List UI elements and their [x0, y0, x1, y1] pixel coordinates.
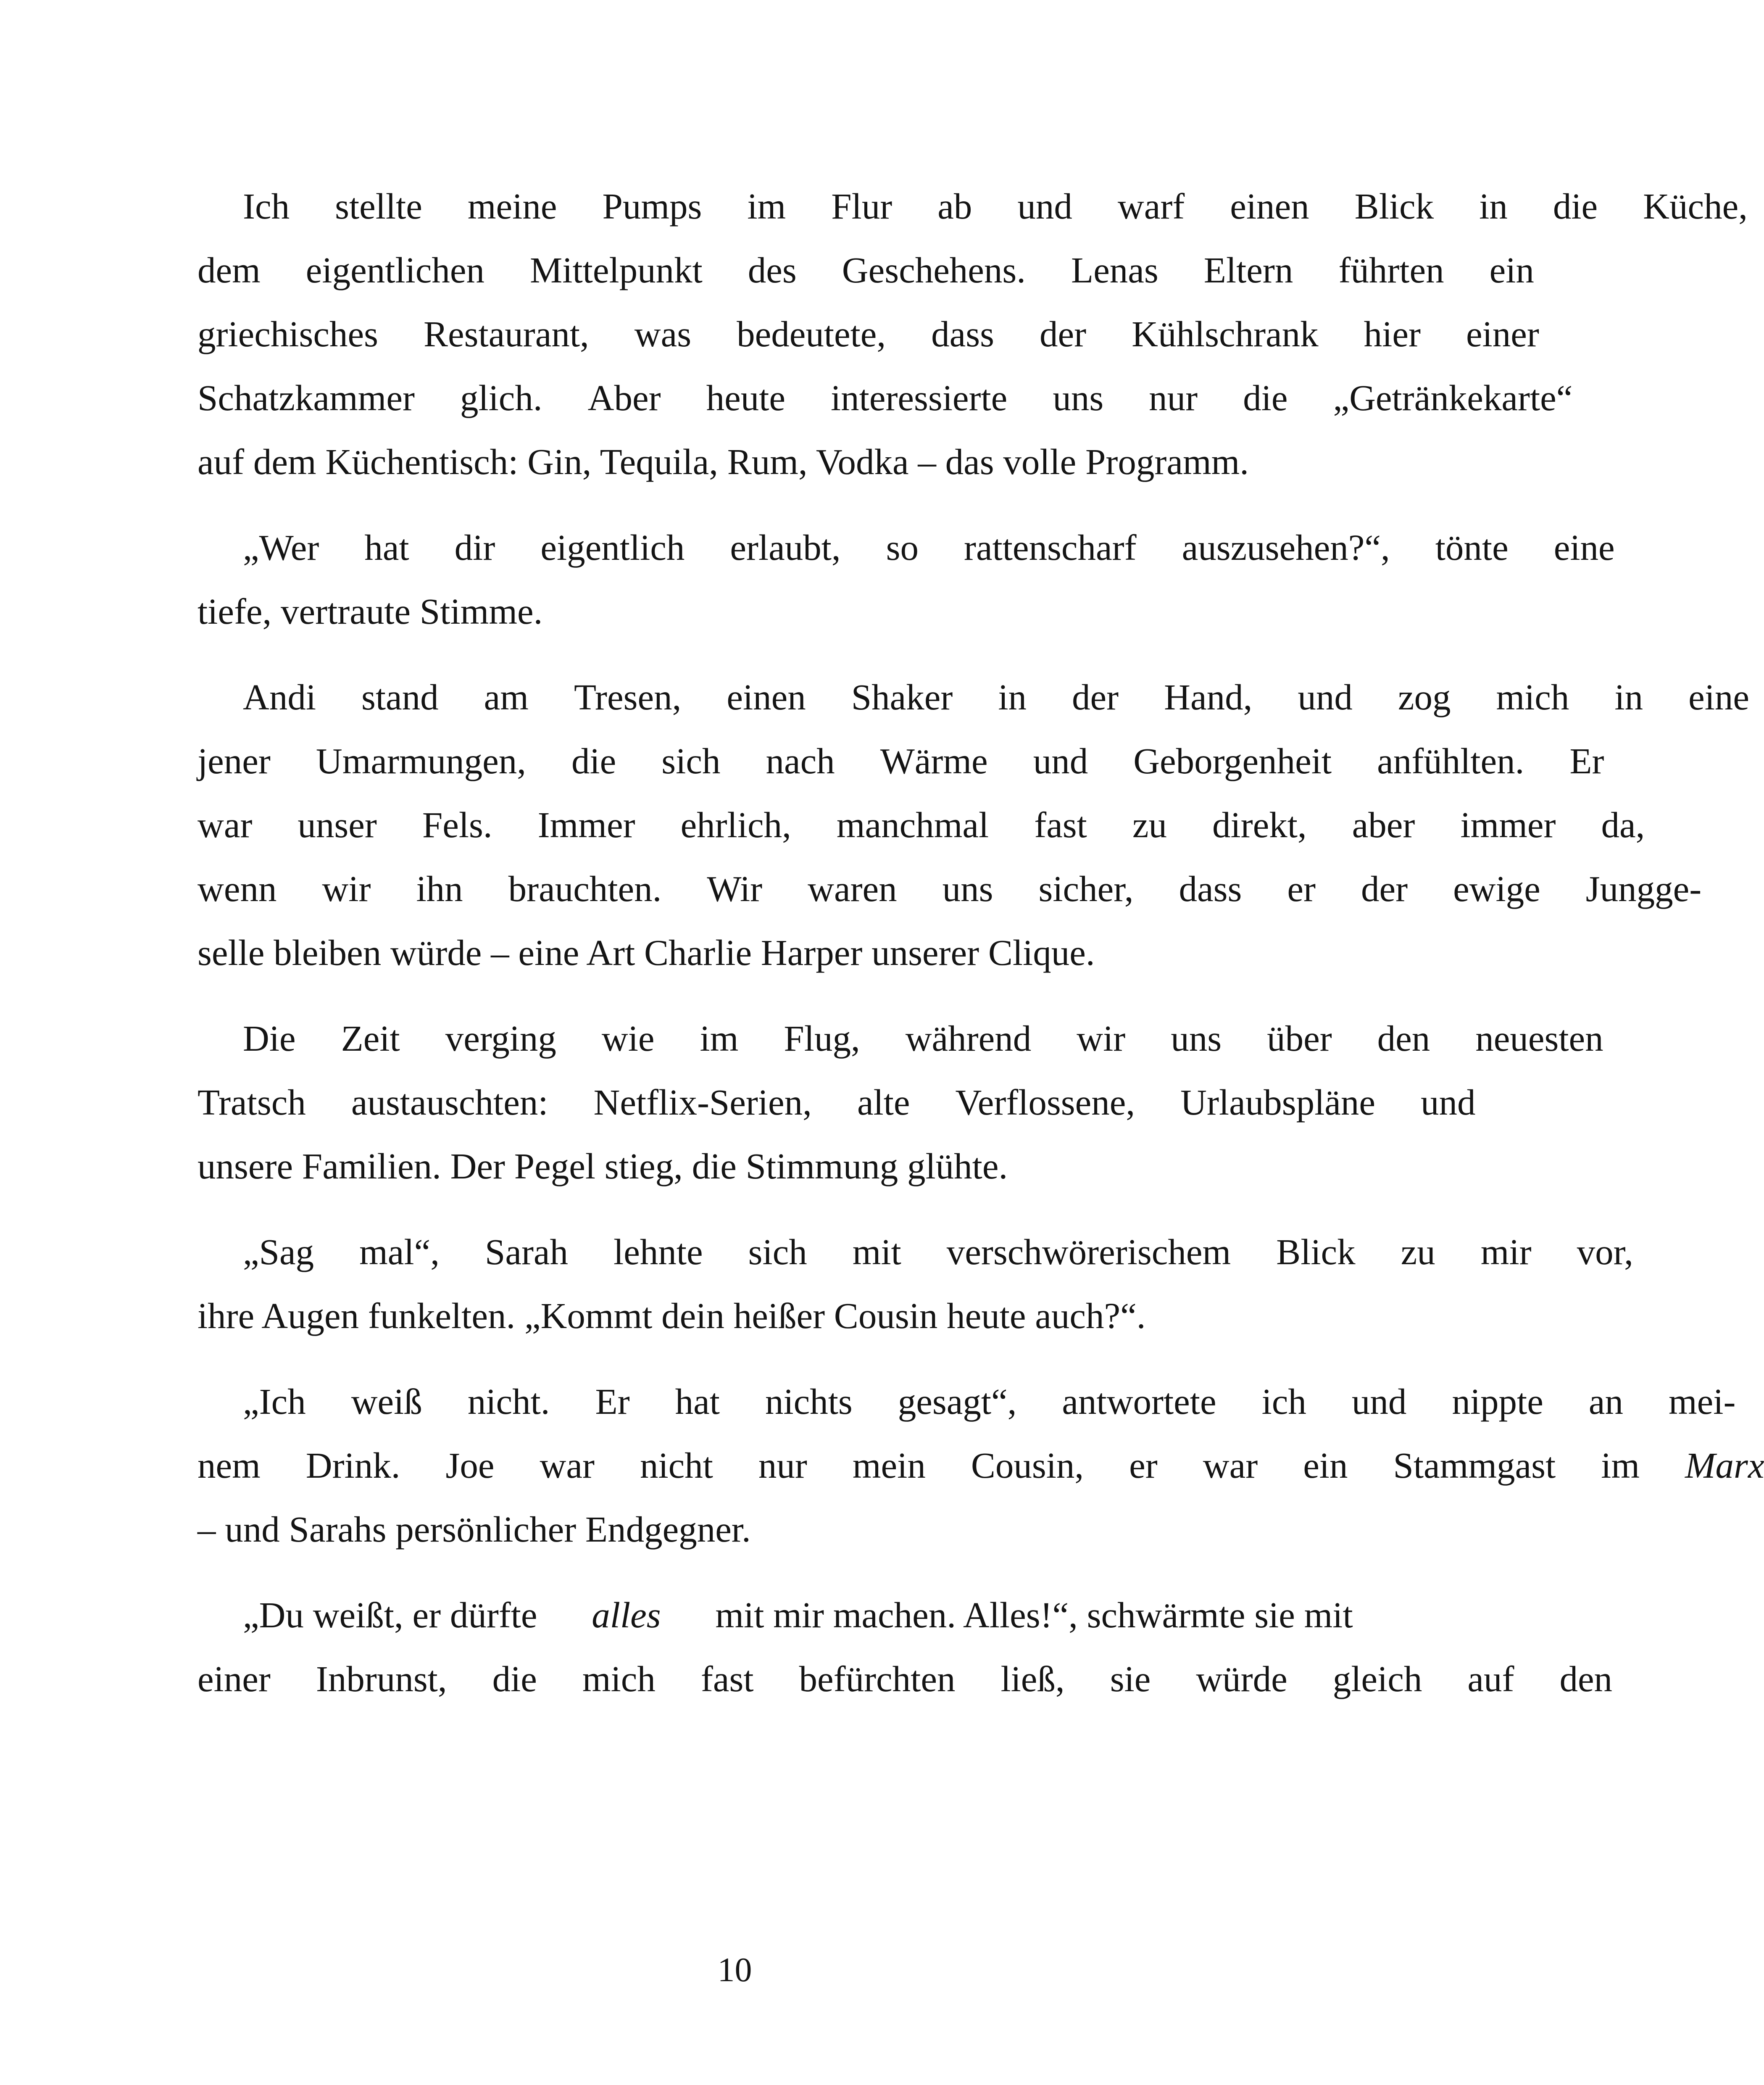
word: interessierte: [831, 377, 1008, 418]
word: nach: [766, 741, 835, 781]
word: führten: [1338, 250, 1444, 290]
word: sich: [661, 741, 721, 781]
word: Hand,: [1164, 677, 1253, 717]
word: einen: [1230, 186, 1309, 227]
word: heute: [706, 377, 785, 418]
word: nichts: [765, 1381, 853, 1422]
word: nicht: [640, 1445, 713, 1486]
word: aber: [1352, 804, 1415, 845]
word: auszusehen?“,: [1182, 527, 1390, 568]
word: „Ich: [243, 1381, 306, 1422]
word: am: [484, 677, 529, 717]
word: dir: [454, 527, 495, 568]
text-line: [152, 665, 1749, 729]
word: uns: [1171, 1018, 1222, 1059]
text-line: [152, 1370, 1736, 1434]
word: hier: [1364, 314, 1421, 354]
word: Kühlschrank: [1132, 314, 1319, 354]
word: waren: [808, 868, 897, 909]
word: Wärme: [880, 741, 988, 781]
text-line: selle bleiben würde – eine Art Charlie Harper unserer Clique.: [197, 932, 1095, 973]
word: alte: [857, 1082, 910, 1123]
word: uns: [1053, 377, 1104, 418]
text-line: ihre Augen funkelten. „Kommt dein heißer Cousin heute auch?“.: [197, 1295, 1146, 1336]
word: im: [700, 1018, 739, 1059]
word: Zeit: [341, 1018, 400, 1059]
text-line: [152, 793, 1645, 857]
word: Eltern: [1203, 250, 1293, 290]
word: Flug,: [784, 1018, 860, 1059]
word: eigentlich: [540, 527, 685, 568]
word: weiß: [351, 1381, 422, 1422]
word: fast: [700, 1658, 754, 1699]
word: die: [571, 741, 616, 781]
text-line: auf dem Küchentisch: Gin, Tequila, Rum, Vodka – das volle Programm.: [197, 441, 1249, 482]
word: den: [1377, 1018, 1430, 1059]
word: eine: [1688, 677, 1749, 717]
word: Jungge-: [1585, 868, 1702, 909]
word: wie: [601, 1018, 655, 1059]
word: Er: [595, 1381, 630, 1422]
paragraph: [152, 1370, 1764, 1561]
word: die: [1553, 186, 1598, 227]
word: Blick: [1354, 186, 1434, 227]
word: an: [1588, 1381, 1623, 1422]
paragraph: [152, 1583, 1613, 1711]
word: zu: [1401, 1231, 1435, 1272]
word: Ich: [243, 186, 290, 227]
word: Blick: [1276, 1231, 1356, 1272]
word: „Wer: [243, 527, 319, 568]
word: den: [1559, 1658, 1613, 1699]
word: Pumps: [602, 186, 702, 227]
word: auf: [1467, 1658, 1514, 1699]
word: mit: [852, 1231, 901, 1272]
word: war: [540, 1445, 595, 1486]
word: vor,: [1577, 1231, 1633, 1272]
word: in: [1479, 186, 1508, 227]
text-line: [152, 1647, 1613, 1711]
word: ehrlich,: [680, 804, 791, 845]
text-line: [152, 1070, 1476, 1134]
paragraph: [152, 516, 1615, 643]
text-segment: mit mir machen. Alles!“, schwärmte sie mit: [706, 1595, 1353, 1635]
word: austauschten:: [351, 1082, 548, 1123]
word: wir: [1077, 1018, 1126, 1059]
word: mich: [582, 1658, 656, 1699]
word: Tratsch: [197, 1082, 306, 1123]
text-segment: „Du weißt, er dürfte: [243, 1595, 547, 1635]
word: Geborgenheit: [1133, 741, 1332, 781]
word: stand: [361, 677, 439, 717]
word: bedeutete,: [737, 314, 886, 354]
word: und: [1351, 1381, 1407, 1422]
text-line: [152, 729, 1604, 793]
word: eine: [1553, 527, 1615, 568]
text-line: tiefe, vertraute Stimme.: [197, 591, 543, 632]
word: ewige: [1453, 868, 1540, 909]
text-line: [152, 516, 1615, 580]
text-line: [152, 1583, 1353, 1647]
word: einer: [197, 1658, 271, 1699]
text-line: – und Sarahs persönlicher Endgegner.: [197, 1509, 751, 1550]
word: in: [998, 677, 1027, 717]
word: nem: [197, 1445, 261, 1486]
italic-word: alles: [592, 1595, 661, 1635]
word: Geschehens.: [842, 250, 1026, 290]
word: nur: [1149, 377, 1198, 418]
word: Schatzkammer: [197, 377, 415, 418]
word: verschwörerischem: [946, 1231, 1231, 1272]
text-line: [152, 174, 1748, 238]
word: griechisches: [197, 314, 378, 354]
word: nur: [758, 1445, 807, 1486]
word: er: [1129, 1445, 1158, 1486]
word: gleich: [1332, 1658, 1422, 1699]
word: mein: [852, 1445, 926, 1486]
text-line: [152, 1220, 1633, 1284]
word: was: [634, 314, 692, 354]
italic-word: Marx: [1685, 1445, 1764, 1486]
word: Lenas: [1071, 250, 1158, 290]
word: befürchten: [799, 1658, 956, 1699]
word: würde: [1196, 1658, 1287, 1699]
word: mir: [1480, 1231, 1532, 1272]
word: Stammgast: [1393, 1445, 1556, 1486]
word: im: [747, 186, 786, 227]
word: verging: [445, 1018, 556, 1059]
text-line: [152, 302, 1539, 366]
word: Shaker: [851, 677, 953, 717]
word: Immer: [537, 804, 635, 845]
paragraph: [152, 1220, 1633, 1348]
word: über: [1267, 1018, 1332, 1059]
word: mal“,: [359, 1231, 440, 1272]
word: war: [197, 804, 253, 845]
word: der: [1040, 314, 1087, 354]
word: ließ,: [1000, 1658, 1065, 1699]
word: eigentlichen: [305, 250, 484, 290]
word: ein: [1303, 1445, 1348, 1486]
text-line: unsere Familien. Der Pegel stieg, die Stimmung glühte.: [197, 1146, 1008, 1186]
word: ihn: [416, 868, 463, 909]
word: Verflossene,: [955, 1082, 1135, 1123]
word: und: [1033, 741, 1088, 781]
word: warf: [1117, 186, 1185, 227]
word: einen: [727, 677, 806, 717]
word: uns: [942, 868, 993, 909]
word: des: [748, 250, 797, 290]
text-line: [152, 1434, 1764, 1497]
word: sicher,: [1038, 868, 1134, 909]
word: Andi: [243, 677, 316, 717]
word: Mittelpunkt: [529, 250, 703, 290]
word: immer: [1460, 804, 1556, 845]
word: stellte: [335, 186, 422, 227]
word: die: [492, 1658, 537, 1699]
body-text: [152, 174, 1764, 1733]
word: Wir: [707, 868, 763, 909]
word: sich: [748, 1231, 807, 1272]
word: „Sag: [243, 1231, 314, 1272]
word: direkt,: [1212, 804, 1307, 845]
word: Restaurant,: [424, 314, 589, 354]
word: antwortete: [1062, 1381, 1216, 1422]
word: ich: [1261, 1381, 1306, 1422]
word: glich.: [460, 377, 542, 418]
word: dem: [197, 250, 261, 290]
word: dass: [931, 314, 995, 354]
text-line: [152, 238, 1534, 302]
word: fast: [1034, 804, 1087, 845]
text-line: [152, 366, 1573, 430]
word: rattenscharf: [964, 527, 1137, 568]
word: mei-: [1668, 1381, 1736, 1422]
word: dass: [1179, 868, 1242, 909]
word: die: [1243, 377, 1288, 418]
word: jener: [197, 741, 271, 781]
page-number: 10: [717, 1951, 752, 1989]
word: war: [1203, 1445, 1258, 1486]
word: wenn: [197, 868, 277, 909]
paragraph: [152, 1007, 1603, 1198]
word: ab: [937, 186, 972, 227]
word: anfühlten.: [1377, 741, 1524, 781]
word: nicht.: [467, 1381, 550, 1422]
word: Netflix-Serien,: [593, 1082, 812, 1123]
word: in: [1614, 677, 1643, 717]
word: Sarah: [484, 1231, 569, 1272]
word: „Getränkekarte“: [1333, 377, 1573, 418]
word: Fels.: [422, 804, 492, 845]
word: Urlaubspläne: [1180, 1082, 1375, 1123]
text-line: [152, 857, 1702, 921]
word: unser: [298, 804, 377, 845]
word: ein: [1489, 250, 1534, 290]
word: Tresen,: [574, 677, 682, 717]
word: im: [1601, 1445, 1640, 1486]
word: hat: [675, 1381, 720, 1422]
word: Aber: [587, 377, 661, 418]
word: brauchten.: [508, 868, 662, 909]
paragraph: [152, 174, 1748, 494]
word: während: [905, 1018, 1032, 1059]
word: sie: [1110, 1658, 1151, 1699]
word: Umarmungen,: [316, 741, 526, 781]
word: er: [1287, 868, 1316, 909]
word: erlaubt,: [730, 527, 841, 568]
word: einer: [1466, 314, 1539, 354]
text-line: [152, 1007, 1603, 1070]
word: der: [1072, 677, 1119, 717]
word: zog: [1398, 677, 1451, 717]
word: Die: [243, 1018, 296, 1059]
word: meine: [467, 186, 557, 227]
word: Cousin,: [971, 1445, 1084, 1486]
word: nippte: [1452, 1381, 1543, 1422]
paragraph: [152, 665, 1749, 985]
word: lehnte: [613, 1231, 703, 1272]
word: wir: [322, 868, 371, 909]
word: der: [1361, 868, 1408, 909]
word: tönte: [1435, 527, 1509, 568]
word: zu: [1132, 804, 1167, 845]
word: manchmal: [836, 804, 989, 845]
word: und: [1298, 677, 1353, 717]
word: mich: [1496, 677, 1569, 717]
word: Er: [1569, 741, 1604, 781]
word: Flur: [831, 186, 893, 227]
word: und: [1420, 1082, 1476, 1123]
word: und: [1017, 186, 1072, 227]
word: hat: [364, 527, 409, 568]
word: Küche,: [1643, 186, 1748, 227]
word: so: [886, 527, 919, 568]
word: Inbrunst,: [316, 1658, 447, 1699]
word: gesagt“,: [898, 1381, 1017, 1422]
word: da,: [1601, 804, 1645, 845]
word: Drink.: [305, 1445, 400, 1486]
word: neuesten: [1475, 1018, 1603, 1059]
word: Joe: [445, 1445, 495, 1486]
